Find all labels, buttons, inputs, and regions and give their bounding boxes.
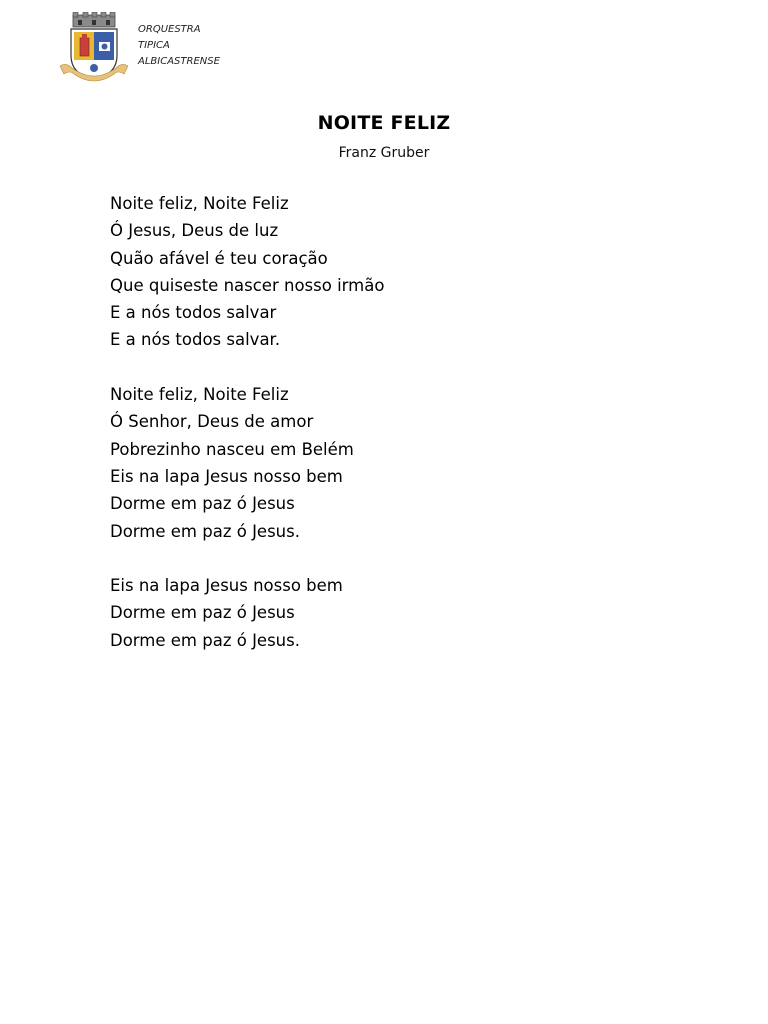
lyric-line: Ó Jesus, Deus de luz: [110, 221, 279, 241]
lyric-line: Noite feliz, Noite Feliz: [110, 385, 289, 405]
coat-of-arms-logo: [58, 12, 130, 84]
lyrics: [110, 190, 384, 681]
lyric-line: E a nós todos salvar: [110, 303, 277, 323]
lyric-line: Eis na lapa Jesus nosso bem: [110, 576, 343, 596]
lyric-line: Quão afável é teu coração: [110, 248, 328, 268]
lyric-line: Dorme em paz ó Jesus: [110, 494, 295, 514]
lyric-line: Que quiseste nascer nosso irmão: [110, 275, 385, 295]
lyric-line: Ó Senhor, Deus de amor: [110, 412, 314, 432]
song-title: NOITE FELIZ: [317, 112, 451, 134]
organization-name-line: ORQUESTRA: [138, 24, 201, 35]
lyric-line: Dorme em paz ó Jesus.: [110, 521, 300, 541]
lyric-line: Eis na lapa Jesus nosso bem: [110, 466, 343, 486]
stanza: [110, 190, 384, 354]
song-author: Franz Gruber: [338, 145, 430, 161]
lyric-line: E a nós todos salvar.: [110, 330, 281, 350]
stanza: [110, 381, 384, 545]
lyric-line: Dorme em paz ó Jesus: [110, 603, 295, 623]
organization-name: [138, 22, 220, 70]
organization-name-line: TIPICA: [138, 40, 170, 51]
lyric-line: Noite feliz, Noite Feliz: [110, 194, 289, 213]
organization-name-line: ALBICASTRENSE: [138, 56, 220, 67]
lyric-line: Pobrezinho nasceu em Belém: [110, 439, 354, 459]
coat-of-arms-icon: [58, 12, 130, 84]
lyric-line: Dorme em paz ó Jesus.: [110, 630, 300, 650]
stanza: [110, 572, 384, 654]
